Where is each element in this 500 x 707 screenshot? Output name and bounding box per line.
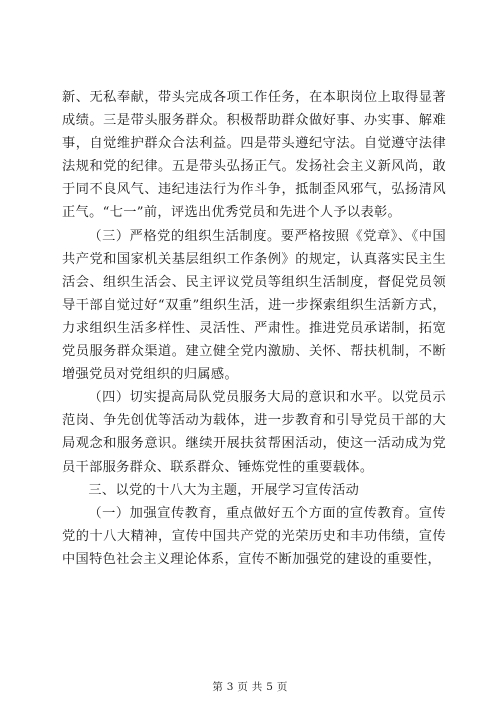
paragraph-continuation: 新、无私奉献，带头完成各项工作任务，在本职岗位上取得显著成绩。三是带头服务群众。积极帮助群众做好事、办实事、解难事，自觉维护群众合法利益。四是带头遵纪守法。自觉遵守法律法规和党的纪律。五是带头弘扬正气。发扬社会主义新风尚，敢于同不良风气、违纪违法行为作斗争，抵制歪风邪气，弘扬清风正气。“七一”前，评选出优秀党员和先进个人予以表彰。 [62, 90, 446, 221]
section-heading-study-campaign: 三、以党的十八大为主题，开展学习宣传活动 [88, 482, 360, 498]
document-body [62, 86, 446, 571]
paragraph-publicity-education: （一）加强宣传教育，重点做好五个方面的宣传教育。宣传党的十八大精神，宣传中国共产党的光荣历史和丰功伟绩，宣传中国特色社会主义理论体系，宣传不断加强党的建设的重要性， [62, 505, 446, 567]
paragraph-organizational-life: （三）严格党的组织生活制度。要严格按照《党章》、《中国共产党和国家机关基层组织工作条例》的规定，认真落实民主生活会、组织生活会、民主评议党员等组织生活制度，督促党员领导干部自觉过好“双重”组织生活，进一步探索组织生活新方式，力求组织生活多样性、灵活性、严肃性。推进党员承诺制，拓宽党员服务群众渠道。建立健全党内激励、关怀、帮扶机制，不断增强党员对党组织的归属感。 [62, 228, 446, 383]
page-number-footer: 第 3 页 共 5 页 [212, 681, 288, 693]
paragraph-service-awareness: （四）切实提高局队党员服务大局的意识和水平。以党员示范岗、争先创优等活动为载体，进一步教育和引导党员干部的大局观念和服务意识。继续开展扶贫帮困活动，使这一活动成为党员干部服务群众、联系群众、锤炼党性的重要载体。 [62, 390, 446, 475]
